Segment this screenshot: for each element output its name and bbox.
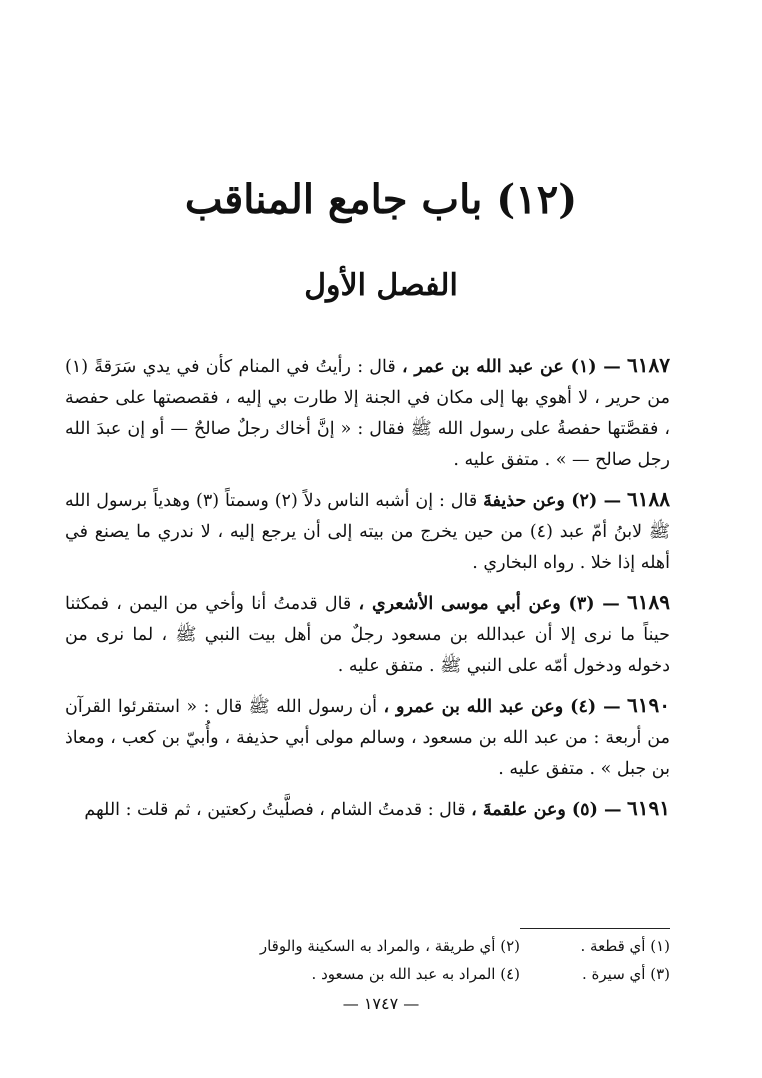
footnote-row [170, 932, 670, 960]
hadith-text: قال : رأيتُ في المنام كأن في يدي سَرَقةً (١) من حرير ، لا أهوي بها إلى مكان في الجنة إلا طارت بي إليه ، فقصصتها على حفصة ، فقصَّتها حفصةُ على رسول الله ﷺ فقال : « إنَّ أخاك رجلٌ صالحٌ — أو إن عبدَ الله رجل صالح — » . متفق عليه . [65, 357, 670, 470]
footnote: (٢) أي طريقة ، والمراد به السكينة والوقار [259, 937, 520, 955]
hadith-paragraph [65, 690, 670, 785]
section-title: الفصل الأول [304, 268, 458, 303]
footnote: (٣) أي سيرة . [582, 965, 670, 983]
hadith-number: ٦١٩١ [627, 796, 670, 820]
footnote-row [170, 960, 670, 988]
hadith-number: ٦١٨٩ [627, 590, 670, 614]
hadith-paragraph [65, 587, 670, 682]
footnote: (٤) المراد به عبد الله بن مسعود . [311, 965, 520, 983]
hadith-narrator: — (٢) وعن حذيفةَ [483, 491, 622, 511]
hadith-narrator: — (١) عن عبد الله بن عمر ، [401, 357, 621, 377]
hadith-paragraph [65, 793, 670, 826]
chapter-title: (١٢) باب جامع المناقب [184, 176, 578, 223]
hadith-number: ٦١٩٠ [627, 693, 670, 717]
hadith-number: ٦١٨٧ [627, 353, 670, 377]
footnote-divider [520, 928, 670, 929]
hadith-list [65, 350, 670, 834]
page-number: — ١٧٤٧ — [342, 994, 420, 1013]
footnotes [170, 932, 670, 988]
hadith-text: أن رسول الله ﷺ قال : « استقرئوا القرآن من أربعة : من عبد الله بن مسعود ، وسالم مولى أبي حذيفة ، وأُبيّ بن كعب ، ومعاذ بن جبل » . متفق عليه . [65, 697, 670, 779]
hadith-number: ٦١٨٨ [627, 487, 671, 511]
hadith-narrator: — (٣) وعن أبي موسى الأشعري ، [358, 594, 620, 614]
hadith-paragraph [65, 350, 670, 476]
hadith-text: قال : قدمتُ الشام ، فصلَّيتُ ركعتين ، ثم قلت : اللهم [84, 800, 466, 820]
hadith-paragraph [65, 484, 670, 579]
footnote: (١) أي قطعة . [580, 937, 670, 955]
hadith-narrator: — (٥) وعن علقمةَ ، [471, 800, 622, 820]
hadith-text: قال : إن أشبه الناس دلاً (٢) وسمتاً (٣) وهدياً برسول الله ﷺ لابنُ أمّ عبد (٤) من حين يخرج من بيته إلى أن يرجع إليه ، لا ندري ما يصنع في أهله إذا خلا . رواه البخاري . [65, 491, 671, 573]
hadith-text: قال قدمتُ أنا وأخي من اليمن ، فمكثنا حيناً ما نرى إلا أن عبدالله بن مسعود رجلٌ من أهل بيت النبي ﷺ ، لما نرى من دخوله ودخول أمّه على النبي ﷺ . متفق عليه . [65, 594, 670, 676]
hadith-narrator: — (٤) وعن عبد الله بن عمرو ، [383, 697, 621, 717]
